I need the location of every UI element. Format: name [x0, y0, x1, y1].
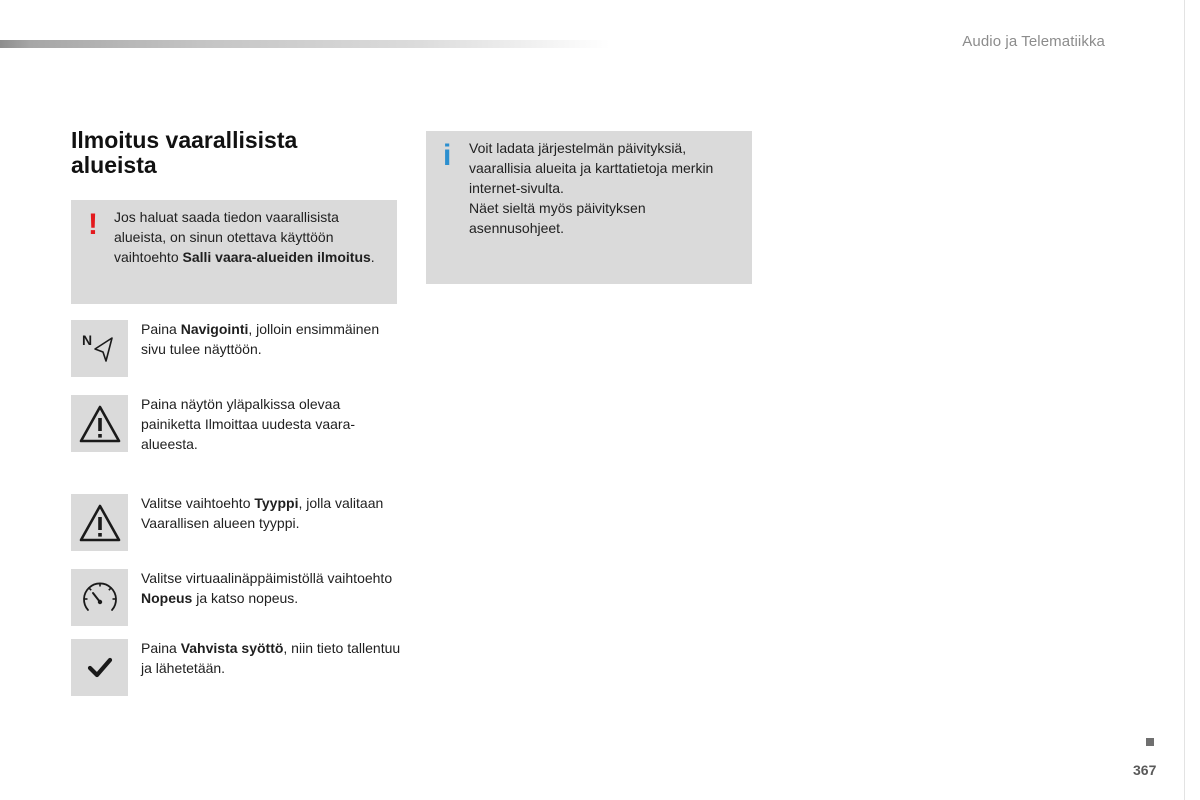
step-text-end: , jolloin ensimmäinen sivu tulee näyttöön.: [141, 321, 380, 357]
warning-note: [71, 200, 397, 304]
warning-text: [114, 207, 384, 267]
step-option-name: Vahvista syöttö: [180, 640, 284, 656]
step-text-end: ja katso nopeus.: [192, 590, 299, 606]
info-icon: i: [443, 139, 452, 172]
header-gradient-bar: [0, 40, 610, 48]
warning-option-name: Salli vaara-alueiden ilmoitus: [182, 249, 371, 265]
step-text-start: Paina näytön yläpalkissa olevaa painiketta Ilmoittaa uudesta vaara-alueesta.: [141, 396, 356, 452]
step-text: [141, 568, 403, 608]
step-text: [141, 638, 403, 678]
page-marker: [1146, 738, 1154, 746]
step-text-end: , niin tieto tallentuu ja lähetetään.: [141, 640, 401, 676]
info-line: Voit ladata järjestelmän päivityksiä,: [469, 140, 687, 156]
step-option-name: Nopeus: [141, 590, 193, 606]
page-title-line-2: alueista: [71, 152, 157, 178]
info-text: [469, 138, 747, 238]
page-title-line-1: Ilmoitus vaarallisista: [71, 127, 298, 153]
step-icon-box: [71, 569, 128, 626]
step-icon-box: [71, 639, 128, 696]
warning-text-start: Jos haluat saada tiedon vaarallisista alueista, on sinun otettava käyttöön vaihtoehto: [114, 209, 339, 265]
warning-triangle-icon: [78, 404, 122, 444]
warning-text-end: .: [370, 249, 375, 265]
step-text-start: Paina: [141, 321, 181, 337]
step-text: [141, 493, 403, 533]
speedometer-icon: [79, 577, 121, 619]
page-title: [71, 128, 391, 178]
step-text: [141, 394, 403, 454]
step-text-start: Valitse virtuaalinäppäimistöllä vaihtoehto: [141, 570, 393, 586]
svg-text:N: N: [81, 331, 92, 348]
page-edge-divider: [1184, 0, 1185, 800]
section-title: Audio ja Telematiikka: [962, 33, 1105, 50]
info-line: vaarallisia alueita ja karttatietoja merkin: [469, 160, 714, 176]
step-icon-box: [71, 494, 128, 551]
warning-triangle-icon: [78, 503, 122, 543]
info-line: internet-sivulta.: [469, 180, 564, 196]
step-text-start: Paina: [141, 640, 181, 656]
info-line: asennusohjeet.: [469, 220, 564, 236]
info-note: [426, 131, 752, 284]
info-line: Näet sieltä myös päivityksen: [469, 200, 646, 216]
step-text-end: , jolla valitaan Vaarallisen alueen tyyppi.: [141, 495, 384, 531]
page-number: 367: [1133, 762, 1157, 778]
step-option-name: Navigointi: [180, 321, 249, 337]
step-option-name: Tyyppi: [254, 495, 299, 511]
step-text-start: Valitse vaihtoehto: [141, 495, 255, 511]
step-icon-box: [71, 320, 128, 377]
step-text: [141, 319, 403, 359]
checkmark-icon: [85, 653, 115, 683]
step-icon-box: [71, 395, 128, 452]
navigation-icon: [80, 329, 120, 369]
exclamation-icon: !: [88, 208, 98, 241]
